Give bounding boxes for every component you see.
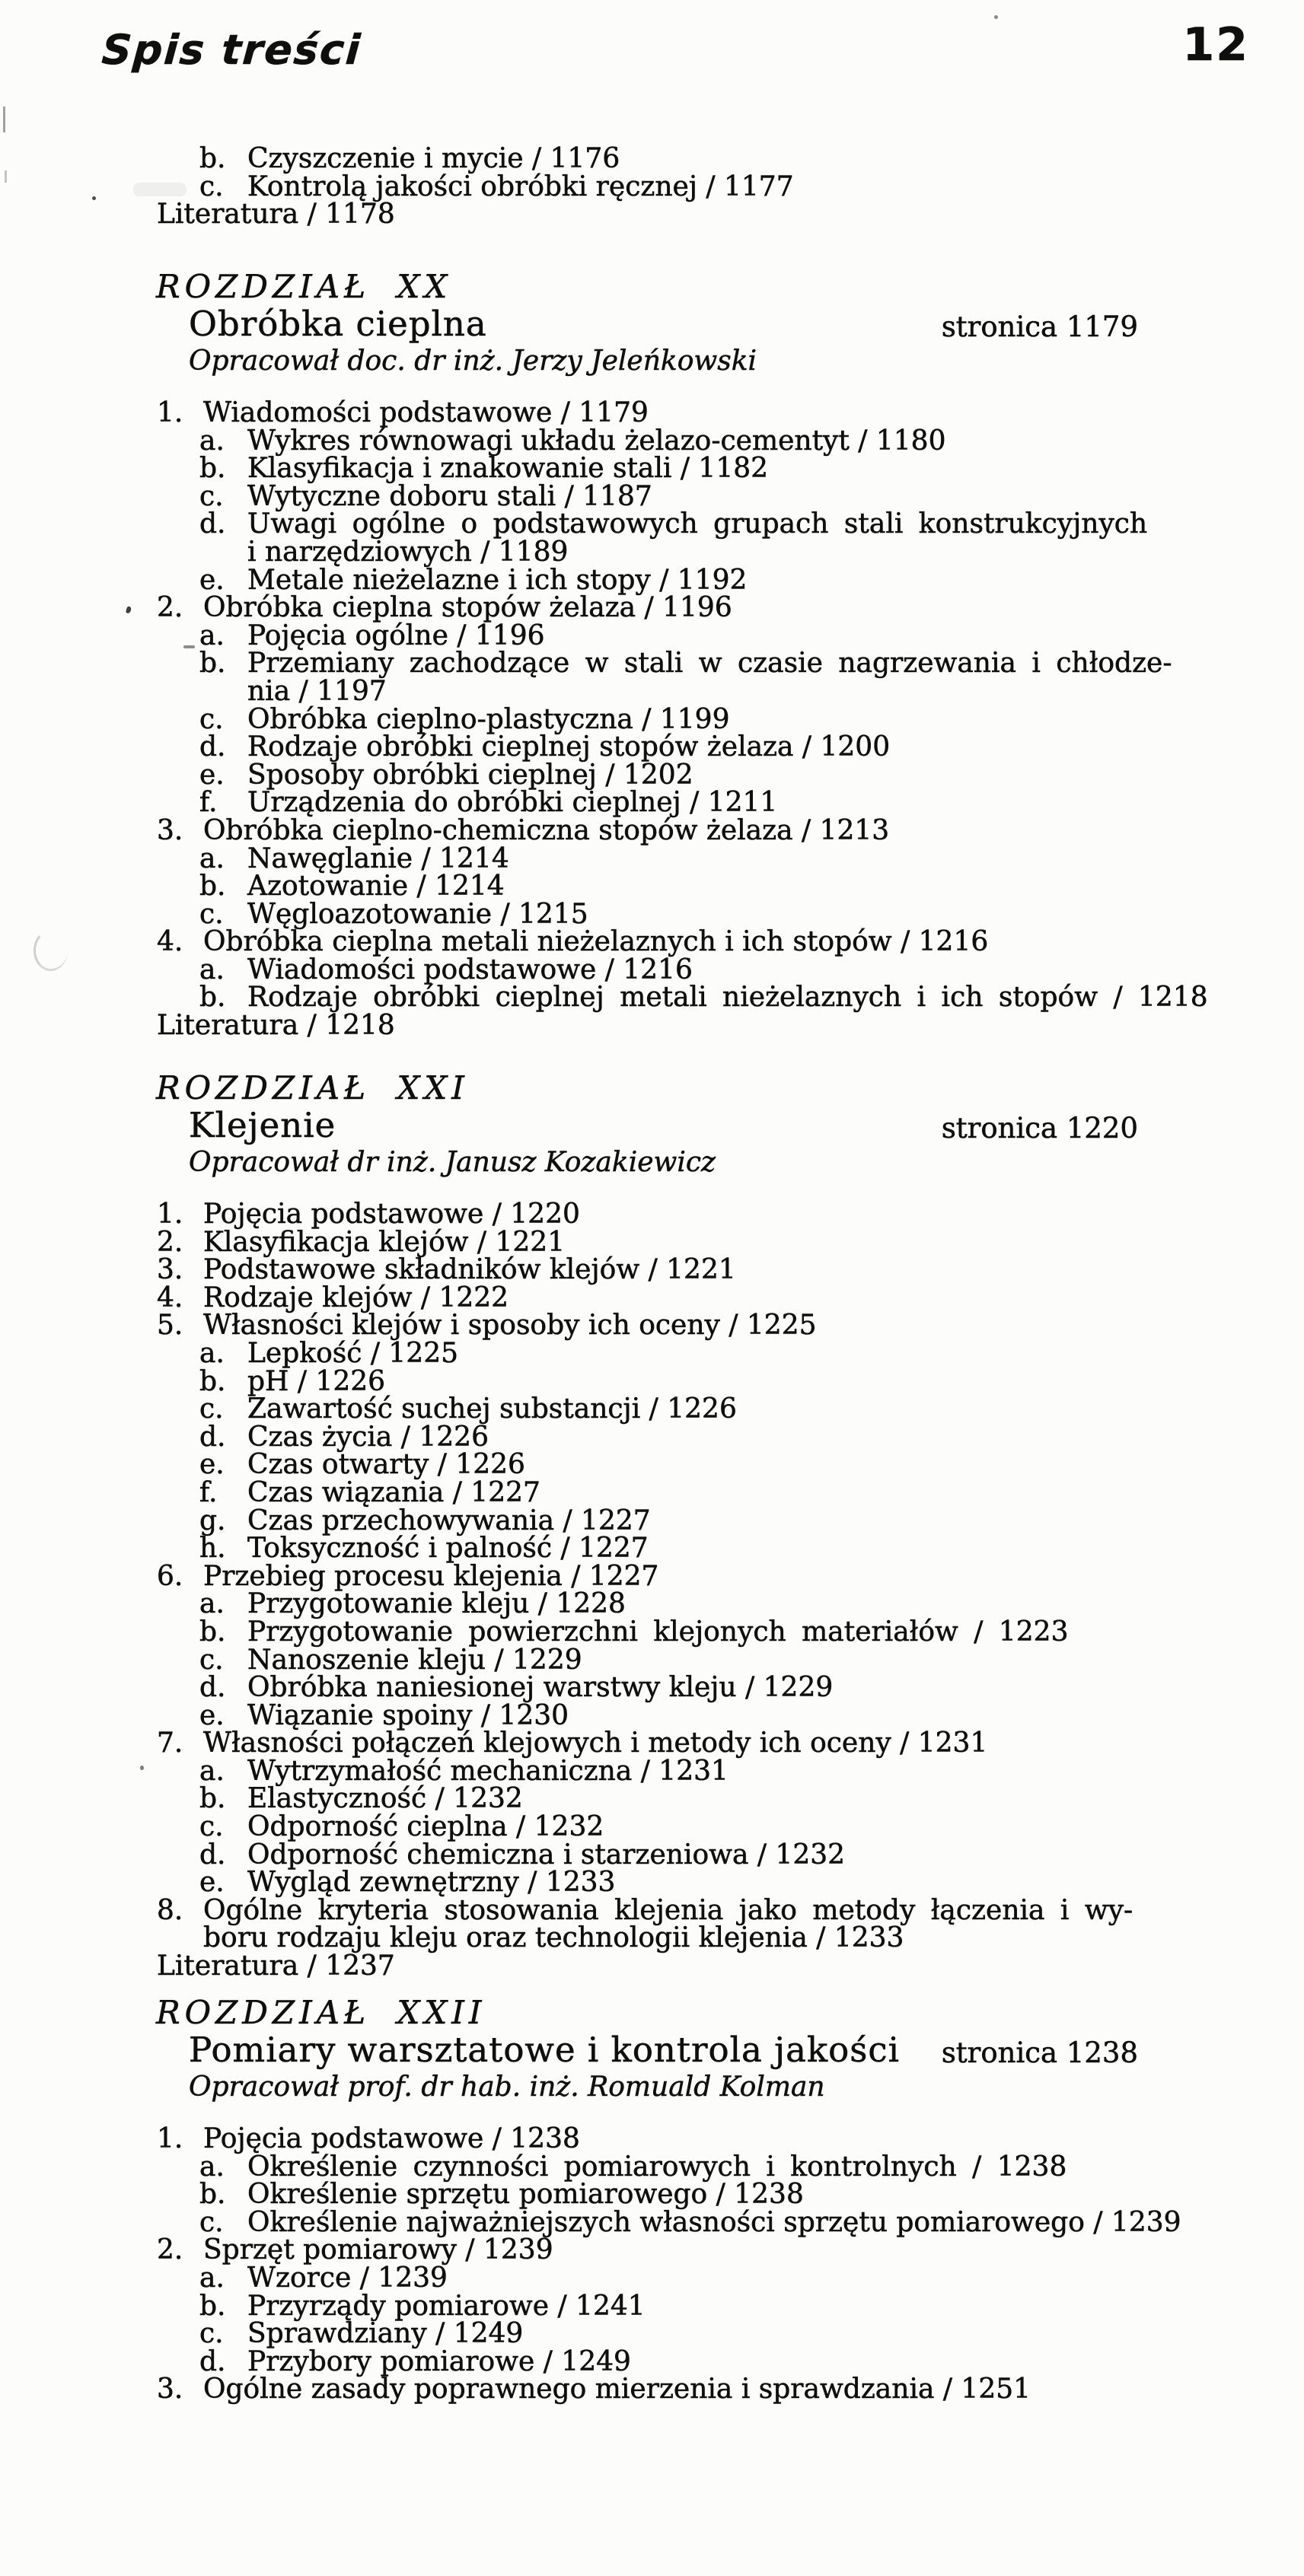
toc-line bbox=[0, 2320, 1304, 2348]
chapter-title: Obróbka cieplna bbox=[189, 304, 487, 344]
toc-line-marker: c. bbox=[199, 1811, 224, 1843]
chapter-author: Opracował prof. dr hab. inż. Romuald Kolman bbox=[189, 2071, 825, 2103]
toc-line-text: Czas życia / 1226 bbox=[247, 1421, 489, 1453]
toc-line-text: Rodzaje obróbki cieplnej stopów żelaza / 1200 bbox=[247, 731, 891, 763]
toc-line-marker: c. bbox=[199, 2318, 224, 2350]
toc-line-text: Ogólne zasady poprawnego mierzenia i sprawdzania / 1251 bbox=[203, 2374, 1031, 2406]
toc-line-marker: 4. bbox=[157, 926, 183, 958]
toc-line bbox=[0, 703, 1304, 735]
toc-line bbox=[0, 2345, 1304, 2377]
toc-line bbox=[0, 954, 1304, 986]
toc-line bbox=[0, 1590, 1304, 1619]
scan-artifact bbox=[183, 645, 195, 648]
toc-line-marker: f. bbox=[199, 1476, 218, 1508]
toc-line bbox=[0, 1785, 1304, 1813]
toc-line bbox=[0, 1922, 1304, 1954]
toc-line bbox=[0, 898, 1304, 930]
toc-line-text: Wiadomości podstawowe / 1179 bbox=[203, 397, 649, 428]
toc-line-text: Czas przechowywania / 1227 bbox=[247, 1505, 651, 1536]
toc-line-text: pH / 1226 bbox=[247, 1365, 386, 1397]
toc-line bbox=[0, 1560, 1304, 1592]
chapter-title-row bbox=[0, 1105, 1304, 1149]
page-title: Spis treści bbox=[100, 26, 363, 74]
toc-line bbox=[0, 1535, 1304, 1563]
toc-line-text: Przygotowanie powierzchni klejonych materiałów / 1223 bbox=[247, 1616, 1069, 1648]
toc-line-marker: 5. bbox=[157, 1310, 183, 1342]
toc-line-text: Przyrządy pomiarowe / 1241 bbox=[247, 2290, 646, 2322]
toc-line-text: Sprzęt pomiarowy / 1239 bbox=[203, 2234, 553, 2266]
toc-line-text: Pojęcia ogólne / 1196 bbox=[247, 619, 545, 651]
toc-line-text: Wygląd zewnętrzny / 1233 bbox=[247, 1867, 616, 1899]
toc-line bbox=[0, 1839, 1304, 1871]
toc-line-marker: e. bbox=[199, 564, 225, 596]
toc-line-marker: a. bbox=[199, 619, 225, 651]
chapter-heading: ROZDZIAŁ XXI bbox=[156, 1069, 469, 1107]
toc-line-marker: a. bbox=[199, 425, 225, 457]
chapter-page-ref: stronica 1220 bbox=[941, 1112, 1138, 1145]
toc-line-marker: c. bbox=[199, 898, 224, 930]
toc-line-marker: d. bbox=[199, 731, 226, 763]
toc-line bbox=[0, 1451, 1304, 1479]
chapter-toc-lines bbox=[0, 2125, 1304, 2404]
toc-line-text: Obróbka cieplno-plastyczna / 1199 bbox=[247, 703, 730, 735]
toc-line-marker: g. bbox=[199, 1505, 226, 1536]
toc-line bbox=[0, 1476, 1304, 1508]
toc-line-marker: 8. bbox=[157, 1894, 183, 1926]
toc-line-marker: b. bbox=[199, 982, 226, 1014]
scan-artifact bbox=[5, 170, 7, 183]
toc-line bbox=[0, 425, 1304, 457]
scan-artifact bbox=[133, 183, 187, 196]
toc-line bbox=[0, 789, 1304, 817]
toc-line bbox=[0, 170, 1304, 202]
toc-line-marker: e. bbox=[199, 1867, 225, 1899]
toc-line-marker: 1. bbox=[157, 2123, 183, 2154]
toc-line-text: Obróbka naniesionej warstwy kleju / 1229 bbox=[247, 1672, 834, 1704]
toc-line-text: Wykres równowagi układu żelazo-cementyt / 1180 bbox=[247, 425, 946, 457]
toc-line-marker: b. bbox=[199, 1783, 226, 1815]
toc-line bbox=[0, 145, 1304, 174]
toc-line-text: Czyszczenie i mycie / 1176 bbox=[247, 143, 620, 174]
toc-line-marker: 1. bbox=[157, 1199, 183, 1230]
toc-line bbox=[0, 2376, 1304, 2404]
toc-line bbox=[0, 2206, 1304, 2238]
toc-line-marker: 6. bbox=[157, 1560, 183, 1592]
toc-line-text: Podstawowe składników klejów / 1221 bbox=[203, 1254, 736, 1286]
chapter-page-ref: stronica 1238 bbox=[941, 2036, 1138, 2069]
toc-line bbox=[0, 619, 1304, 651]
toc-line-marker: b. bbox=[199, 453, 226, 485]
toc-line-marker: 1. bbox=[157, 397, 183, 428]
toc-line-text: Ogólne kryteria stosowania klejenia jako metody łączenia i wy- bbox=[203, 1894, 1133, 1926]
toc-line bbox=[0, 2125, 1304, 2154]
toc-line bbox=[0, 759, 1304, 791]
toc-line bbox=[0, 873, 1304, 901]
toc-line-marker: b. bbox=[199, 2179, 226, 2211]
toc-line bbox=[0, 650, 1304, 678]
toc-line-text: Obróbka cieplna metali nieżelaznych i ich stopów / 1216 bbox=[203, 926, 989, 958]
toc-line bbox=[0, 2181, 1304, 2209]
toc-line bbox=[0, 675, 1304, 707]
toc-line-text: Przemiany zachodzące w stali w czasie nagrzewania i chłodze- bbox=[247, 648, 1172, 680]
scan-artifact bbox=[92, 196, 96, 200]
toc-line-marker: e. bbox=[199, 1699, 225, 1731]
toc-line-marker: h. bbox=[199, 1533, 226, 1565]
toc-line bbox=[0, 1365, 1304, 1397]
scan-artifact bbox=[33, 930, 68, 971]
toc-line-marker: e. bbox=[199, 1449, 225, 1481]
chapter-toc-lines bbox=[0, 1201, 1304, 1981]
toc-line-text: Przybory pomiarowe / 1249 bbox=[247, 2345, 631, 2377]
toc-line bbox=[0, 2234, 1304, 2266]
toc-line-text: Pojęcia podstawowe / 1220 bbox=[203, 1199, 580, 1230]
toc-line bbox=[0, 1699, 1304, 1731]
toc-line-text: Odporność chemiczna i starzeniowa / 1232 bbox=[247, 1839, 846, 1871]
toc-line-marker: e. bbox=[199, 759, 225, 791]
toc-line-marker: a. bbox=[199, 842, 225, 874]
toc-line-text: Zawartość suchej substancji / 1226 bbox=[247, 1393, 737, 1425]
toc-line-marker: b. bbox=[199, 1365, 226, 1397]
toc-line-marker: a. bbox=[199, 1755, 225, 1787]
toc-line-marker: c. bbox=[199, 1393, 224, 1425]
toc-line-marker: d. bbox=[199, 2345, 226, 2377]
toc-line bbox=[0, 842, 1304, 874]
toc-line-marker: 3. bbox=[157, 1254, 183, 1286]
toc-line-text: Węgloazotowanie / 1215 bbox=[247, 898, 588, 930]
chapter-title: Klejenie bbox=[189, 1105, 336, 1145]
toc-line-text: Metale nieżelazne i ich stopy / 1192 bbox=[247, 564, 748, 596]
toc-line-marker: a. bbox=[199, 2151, 225, 2183]
toc-line bbox=[0, 1755, 1304, 1787]
toc-line-marker: 4. bbox=[157, 1282, 183, 1313]
toc-line-text: Określenie czynności pomiarowych i kontrolnych / 1238 bbox=[247, 2151, 1067, 2183]
toc-line-text: Sposoby obróbki cieplnej / 1202 bbox=[247, 759, 693, 791]
toc-line-text: Wiązanie spoiny / 1230 bbox=[247, 1699, 569, 1731]
toc-line-text: Wiadomości podstawowe / 1216 bbox=[247, 954, 693, 986]
toc-line-text: Literatura / 1237 bbox=[157, 1950, 395, 1982]
toc-line-text: Klasyfikacja klejów / 1221 bbox=[203, 1226, 566, 1258]
chapter-title: Pomiary warsztatowe i kontrola jakości bbox=[189, 2030, 900, 2070]
toc-line bbox=[0, 2262, 1304, 2294]
toc-line-text: Literatura / 1218 bbox=[157, 1010, 395, 1042]
toc-line-marker: d. bbox=[199, 1672, 226, 1704]
toc-line-text: Wytyczne doboru stali / 1187 bbox=[247, 480, 652, 512]
toc-line bbox=[0, 2151, 1304, 2183]
toc-line-text: Określenie najważniejszych własności sprzętu pomiarowego / 1239 bbox=[247, 2206, 1181, 2238]
toc-line-text: Wytrzymałość mechaniczna / 1231 bbox=[247, 1755, 729, 1787]
toc-line-text: Klasyfikacja i znakowanie stali / 1182 bbox=[247, 453, 769, 485]
toc-line-marker: c. bbox=[199, 703, 224, 735]
toc-line-marker: 7. bbox=[157, 1727, 183, 1759]
toc-line-marker: 2. bbox=[157, 2234, 183, 2266]
toc-line-text: Literatura / 1178 bbox=[157, 199, 395, 231]
toc-line-text: Przebieg procesu klejenia / 1227 bbox=[203, 1560, 659, 1592]
toc-line-marker: a. bbox=[199, 1337, 225, 1369]
toc-line bbox=[0, 397, 1304, 428]
toc-line bbox=[0, 1337, 1304, 1369]
toc-line bbox=[0, 928, 1304, 957]
chapter-author: Opracował doc. dr inż. Jerzy Jeleńkowski bbox=[189, 345, 757, 377]
toc-line bbox=[0, 1674, 1304, 1702]
toc-line bbox=[0, 1869, 1304, 1897]
toc-line-marker: b. bbox=[199, 2290, 226, 2322]
chapter-page-ref: stronica 1179 bbox=[941, 310, 1138, 343]
toc-line bbox=[0, 1727, 1304, 1759]
toc-line bbox=[0, 1312, 1304, 1340]
toc-line-text: Rodzaje obróbki cieplnej metali nieżelaznych i ich stopów / 1218 bbox=[247, 982, 1208, 1014]
scan-artifact bbox=[994, 15, 998, 19]
toc-line-marker: b. bbox=[199, 871, 226, 903]
toc-line bbox=[0, 1421, 1304, 1453]
toc-line-text: Obróbka cieplno-chemiczna stopów żelaza / 1213 bbox=[203, 814, 890, 846]
toc-line bbox=[0, 536, 1304, 568]
toc-line bbox=[0, 594, 1304, 623]
toc-line bbox=[0, 1505, 1304, 1536]
prelude-block bbox=[0, 145, 1304, 229]
toc-line-marker: a. bbox=[199, 2262, 225, 2294]
toc-line bbox=[0, 1256, 1304, 1285]
toc-line-text: Lepkość / 1225 bbox=[247, 1337, 459, 1369]
toc-line-text: Sprawdziany / 1249 bbox=[247, 2318, 524, 2350]
toc-line bbox=[0, 508, 1304, 540]
toc-line bbox=[0, 455, 1304, 483]
toc-line-marker: b. bbox=[199, 1616, 226, 1648]
toc-line-marker: a. bbox=[199, 954, 225, 986]
toc-line bbox=[0, 814, 1304, 846]
scan-artifact bbox=[3, 107, 5, 132]
toc-line-marker: d. bbox=[199, 1421, 226, 1453]
toc-line bbox=[0, 984, 1304, 1012]
toc-line-text: Kontrolą jakości obróbki ręcznej / 1177 bbox=[247, 170, 794, 202]
chapter-toc-lines bbox=[0, 397, 1304, 1042]
toc-line-text: i narzędziowych / 1189 bbox=[247, 536, 569, 568]
page-number: 12 bbox=[1182, 18, 1249, 72]
toc-line-marker: d. bbox=[199, 508, 226, 540]
chapter-author: Opracował dr inż. Janusz Kozakiewicz bbox=[189, 1147, 716, 1178]
chapter-title-row bbox=[0, 2030, 1304, 2074]
toc-line-marker: b. bbox=[199, 143, 226, 174]
toc-line bbox=[0, 1282, 1304, 1313]
toc-line-text: Własności klejów i sposoby ich oceny / 1225 bbox=[203, 1310, 817, 1342]
toc-line-marker: f. bbox=[199, 787, 218, 819]
toc-line-text: Określenie sprzętu pomiarowego / 1238 bbox=[247, 2179, 804, 2211]
toc-line-text: Nawęglanie / 1214 bbox=[247, 842, 509, 874]
toc-line-marker: 3. bbox=[157, 814, 183, 846]
toc-line-text: Odporność cieplna / 1232 bbox=[247, 1811, 604, 1843]
toc-line-marker: 3. bbox=[157, 2374, 183, 2406]
scan-artifact bbox=[140, 1766, 144, 1770]
chapter-heading: ROZDZIAŁ XXII bbox=[156, 1994, 486, 2031]
toc-line-marker: d. bbox=[199, 1839, 226, 1871]
toc-line-text: Urządzenia do obróbki cieplnej / 1211 bbox=[247, 787, 778, 819]
toc-line-text: Toksyczność i palność / 1227 bbox=[247, 1533, 649, 1565]
toc-line-marker: c. bbox=[199, 170, 224, 202]
toc-line bbox=[0, 1813, 1304, 1842]
toc-line-text: Elastyczność / 1232 bbox=[247, 1783, 523, 1815]
toc-line-marker: 2. bbox=[157, 592, 183, 624]
toc-line-text: Obróbka cieplna stopów żelaza / 1196 bbox=[203, 592, 732, 624]
toc-line-marker: 2. bbox=[157, 1226, 183, 1258]
toc-line-marker: a. bbox=[199, 1588, 225, 1620]
toc-line-text: Uwagi ogólne o podstawowych grupach stali konstrukcyjnych bbox=[247, 508, 1148, 540]
toc-line-text: Czas otwarty / 1226 bbox=[247, 1449, 525, 1481]
toc-line-text: Nanoszenie kleju / 1229 bbox=[247, 1644, 582, 1676]
toc-line-marker: b. bbox=[199, 648, 226, 680]
toc-line bbox=[0, 1393, 1304, 1425]
toc-line-marker: c. bbox=[199, 1644, 224, 1676]
toc-line bbox=[0, 1201, 1304, 1229]
toc-line-text: nia / 1197 bbox=[247, 675, 387, 707]
toc-line bbox=[0, 1950, 1304, 1982]
toc-line-text: Własności połączeń klejowych i metody ich oceny / 1231 bbox=[203, 1727, 988, 1759]
toc-line-text: Wzorce / 1239 bbox=[247, 2262, 448, 2294]
toc-line bbox=[0, 201, 1304, 229]
toc-line-text: Rodzaje klejów / 1222 bbox=[203, 1282, 509, 1313]
toc-line bbox=[0, 2290, 1304, 2322]
toc-line-text: Azotowanie / 1214 bbox=[247, 871, 505, 903]
toc-line bbox=[0, 1012, 1304, 1040]
toc-line-text: Pojęcia podstawowe / 1238 bbox=[203, 2123, 580, 2154]
toc-line-marker: c. bbox=[199, 480, 224, 512]
toc-line bbox=[0, 731, 1304, 763]
toc-line-text: boru rodzaju kleju oraz technologii klejenia / 1233 bbox=[203, 1922, 904, 1954]
toc-line bbox=[0, 1226, 1304, 1258]
toc-line bbox=[0, 1616, 1304, 1648]
toc-line bbox=[0, 1644, 1304, 1676]
toc-line-marker: c. bbox=[199, 2206, 224, 2238]
toc-line-text: Czas wiązania / 1227 bbox=[247, 1476, 540, 1508]
chapter-heading: ROZDZIAŁ XX bbox=[156, 268, 452, 305]
toc-line bbox=[0, 1894, 1304, 1926]
toc-line-text: Przygotowanie kleju / 1228 bbox=[247, 1588, 626, 1620]
toc-line bbox=[0, 480, 1304, 512]
toc-line bbox=[0, 564, 1304, 596]
chapter-title-row bbox=[0, 304, 1304, 348]
